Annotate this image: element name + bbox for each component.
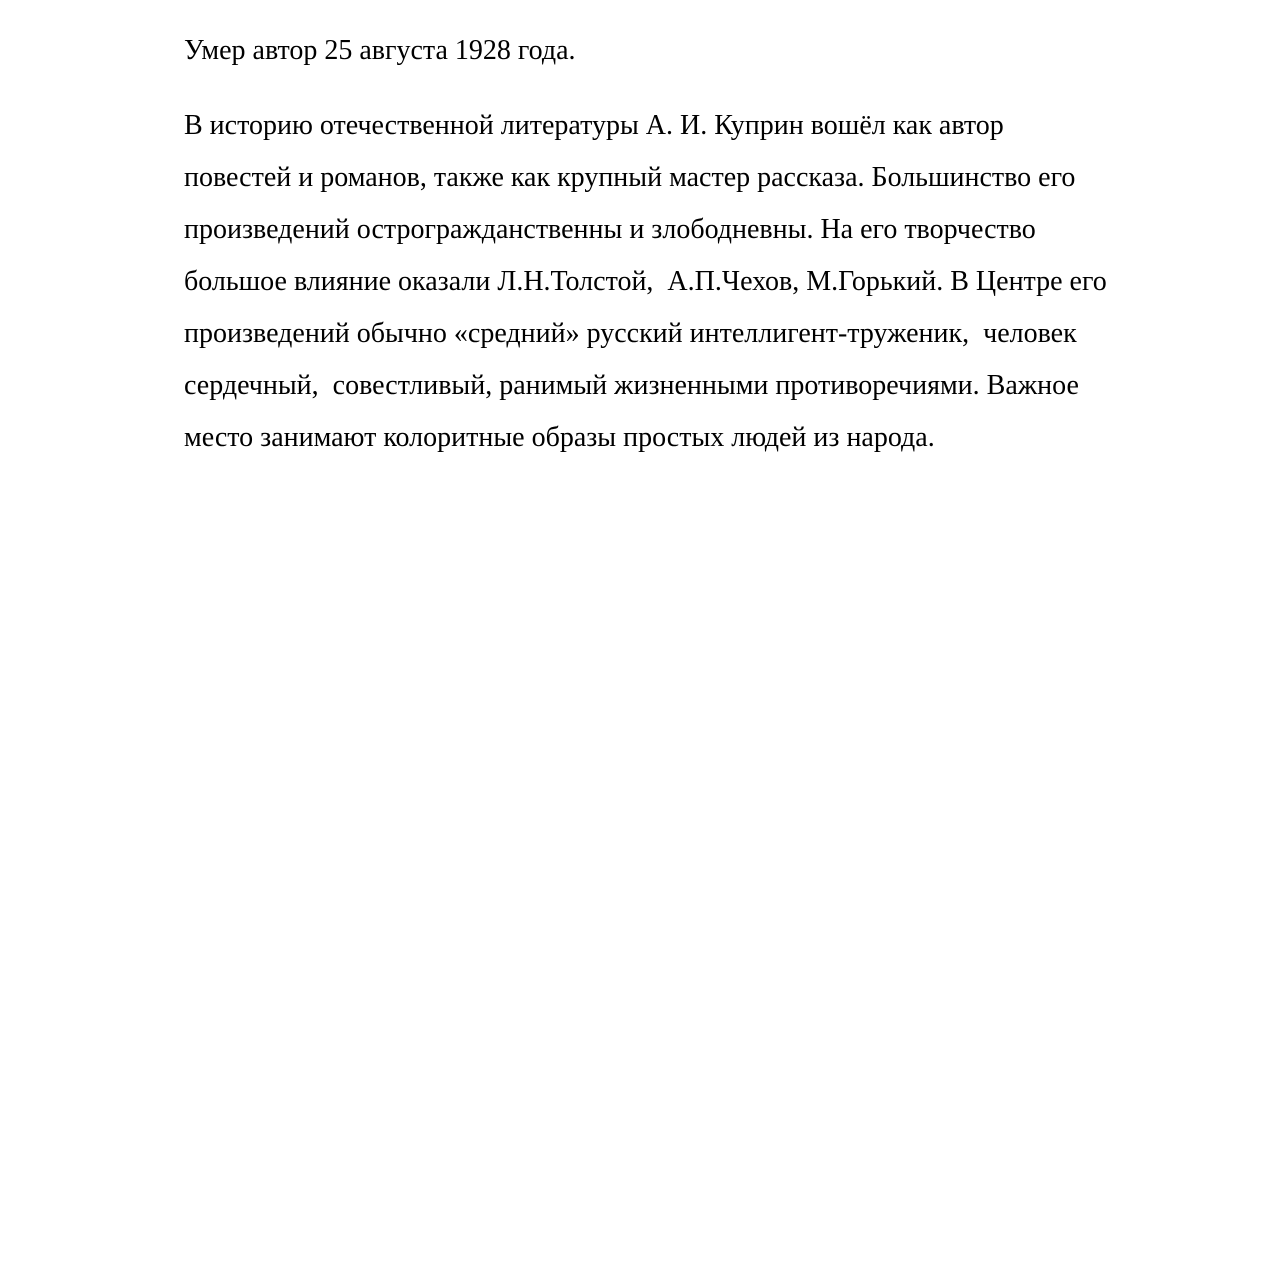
paragraph-2-line-4: большое влияние оказали Л.Н.Толстой, А.П.Чехов, М.Горький. В Центре его — [184, 266, 1107, 297]
paragraph-2-line-2: повестей и романов, также как крупный мастер рассказа. Большинство его — [184, 162, 1076, 193]
paragraph-1-line-1: Умер автор 25 августа 1928 года. — [184, 35, 576, 66]
paragraph-2-line-7: место занимают колоритные образы простых людей из народа. — [184, 422, 935, 453]
paragraph-2-line-6: сердечный, совестливый, ранимый жизненными противоречиями. Важное — [184, 370, 1079, 401]
paragraph-2-line-1: В историю отечественной литературы А. И. Куприн вошёл как автор — [184, 110, 1004, 141]
paragraph-2-line-5: произведений обычно «средний» русский интеллигент-труженик, человек — [184, 318, 1077, 349]
paragraph-2-line-3: произведений острогражданственны и злободневны. На его творчество — [184, 214, 1036, 245]
